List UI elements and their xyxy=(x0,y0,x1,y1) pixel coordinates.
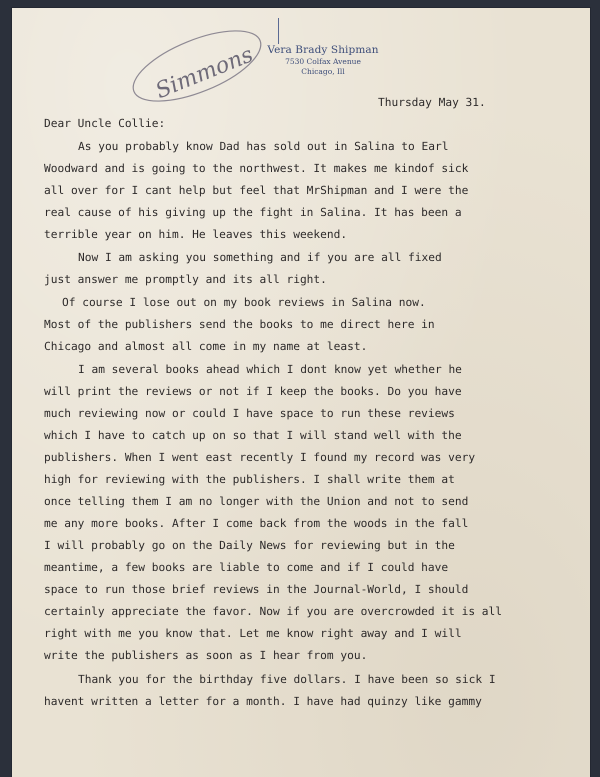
letter-line: all over for I cant help but feel that MrShipman and I were the xyxy=(44,184,469,197)
letter-line: will print the reviews or not if I keep the books. Do you have xyxy=(44,385,462,398)
letter-line: havent written a letter for a month. I have had quinzy like gammy xyxy=(44,695,482,708)
letterhead-address: 7530 Colfax Avenue xyxy=(285,57,361,66)
letter-date: Thursday May 31. xyxy=(378,96,486,109)
letter-line: Of course I lose out on my book reviews in Salina now. xyxy=(62,296,426,309)
letter-line: which I have to catch up on so that I will stand well with the xyxy=(44,429,462,442)
letter-line: I will probably go on the Daily News for reviewing but in the xyxy=(44,539,455,552)
letter-page xyxy=(12,8,590,777)
letter-line: Most of the publishers send the books to me direct here in xyxy=(44,318,435,331)
letter-line: write the publishers as soon as I hear from you. xyxy=(44,649,368,662)
letter-line: once telling them I am no longer with the Union and not to send xyxy=(44,495,469,508)
letter-body xyxy=(12,8,590,777)
letter-line: Chicago and almost all come in my name at least. xyxy=(44,340,368,353)
letterhead-name: Vera Brady Shipman xyxy=(267,44,379,56)
stamp-text: Simmons xyxy=(152,42,257,105)
letter-line: publishers. When I went east recently I found my record was very xyxy=(44,451,476,464)
letter-line: space to run those brief reviews in the Journal-World, I should xyxy=(44,583,469,596)
letter-line: me any more books. After I come back from the woods in the fall xyxy=(44,517,469,530)
letter-salutation: Dear Uncle Collie: xyxy=(44,117,166,130)
letter-line: terrible year on him. He leaves this weekend. xyxy=(44,228,348,241)
letter-line: meantime, a few books are liable to come and if I could have xyxy=(44,561,449,574)
letter-line: just answer me promptly and its all right. xyxy=(44,273,327,286)
letter-line: certainly appreciate the favor. Now if you are overcrowded it is all xyxy=(44,605,503,618)
letterhead-city: Chicago, Ill xyxy=(301,67,345,76)
letter-line: high for reviewing with the publishers. I shall write them at xyxy=(44,473,455,486)
letter-line: real cause of his giving up the fight in Salina. It has been a xyxy=(44,206,462,219)
letter-line: Thank you for the birthday five dollars. I have been so sick I xyxy=(78,673,496,686)
letter-line: As you probably know Dad has sold out in Salina to Earl xyxy=(78,140,449,153)
letter-line: much reviewing now or could I have space to run these reviews xyxy=(44,407,455,420)
letter-line: right with me you know that. Let me know right away and I will xyxy=(44,627,462,640)
letter-line: Now I am asking you something and if you are all fixed xyxy=(78,251,442,264)
letter-line: I am several books ahead which I dont know yet whether he xyxy=(78,363,462,376)
letter-line: Woodward and is going to the northwest. It makes me kindof sick xyxy=(44,162,469,175)
